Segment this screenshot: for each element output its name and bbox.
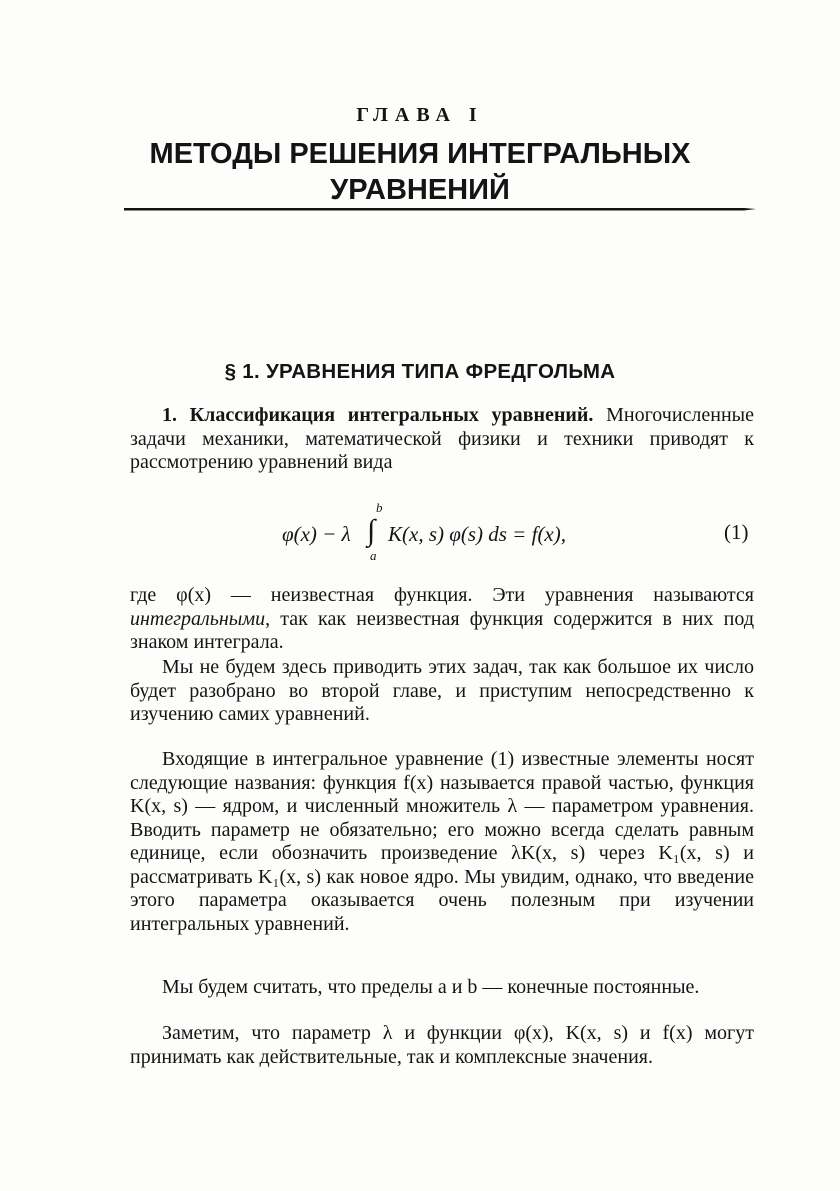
p1-end: , так как неизвестная функция содержится в них под знаком интеграла. xyxy=(130,607,754,653)
subsection-intro: Многочисленные задачи механики, математической физики и техники приводят к рассмотрению уравнений вида xyxy=(130,404,754,473)
formula-right: K(x, s) φ(s) ds = f(x), xyxy=(388,522,566,546)
paragraph-3: Входящие в интегральное уравнение (1) известные элементы носят следующие названия: функция f(x) называется правой частью, функция K(x, s) — ядром, и численный множитель λ — параметром уравнения. Вводить параметр не обязательно; его можно всегда сделать равным единице, если обозначить произведение λK(x, s) через K₁(x, s) и рассматривать K₁(x, s) как новое ядро. Мы увидим, однако, что введение этого параметра оказывается очень полезным при изучении интегральных уравнений. xyxy=(130,748,754,935)
p1-start: где φ(x) — неизвестная функция. Эти уравнения называются xyxy=(130,584,754,606)
paragraph-5: Заметим, что параметр λ и функции φ(x), K(x, s) и f(x) могут принимать как действительные, так и комплексные значения. xyxy=(130,1022,754,1068)
chapter-rule xyxy=(124,206,756,212)
chapter-title xyxy=(0,136,840,208)
integral-lower-limit: a xyxy=(370,548,377,563)
p1-italic-term: интегральными xyxy=(130,607,266,630)
chapter-title-line-2: УРАВНЕНИЙ xyxy=(330,174,510,206)
chapter-rule-line xyxy=(124,206,756,212)
subsection-title: 1. Классификация интегральных уравнений. xyxy=(162,404,594,426)
paragraph-2: Мы не будем здесь приводить этих задач, так как большое их число будет разобрано во второй главе, и приступим непосредственно к изучению самих уравнений. xyxy=(130,656,754,725)
fredholm-equation xyxy=(282,500,642,580)
section-heading: § 1. УРАВНЕНИЯ ТИПА ФРЕДГОЛЬМА xyxy=(224,360,616,383)
subsection-paragraph xyxy=(130,404,754,475)
integral-sign: ∫ xyxy=(367,514,376,547)
paragraph-4: Мы будем считать, что пределы a и b — конечные постоянные. xyxy=(162,976,700,998)
chapter-title-line-1: МЕТОДЫ РЕШЕНИЯ ИНТЕГРАЛЬНЫХ xyxy=(149,138,691,170)
paragraph-1 xyxy=(130,584,754,655)
chapter-label: ГЛАВА I xyxy=(356,104,484,126)
integral-upper-limit: b xyxy=(376,500,383,515)
formula-left: φ(x) − λ xyxy=(282,522,351,546)
equation-number: (1) xyxy=(724,520,749,544)
